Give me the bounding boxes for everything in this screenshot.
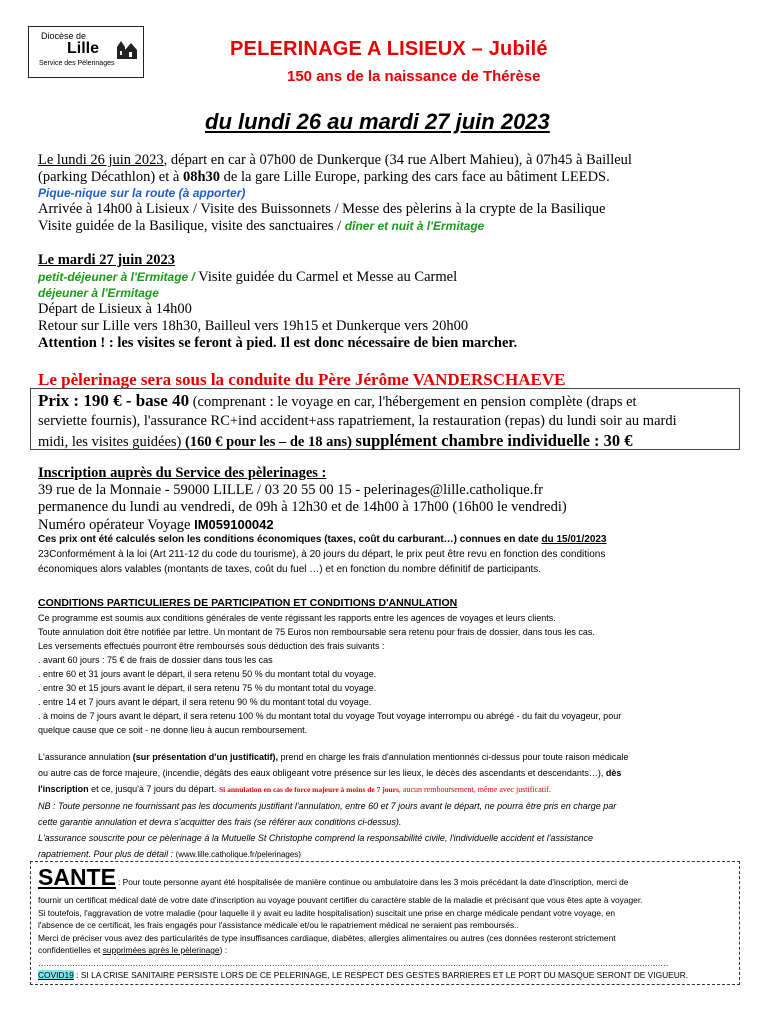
- conditions-line: . avant 60 jours : 75 € de frais de dossier dans tous les cas: [38, 655, 273, 665]
- day2-section: [38, 252, 748, 352]
- day2-lunch: déjeuner à l'Ermitage: [38, 286, 159, 300]
- sante-text6a: confidentielles et: [38, 945, 103, 955]
- assurance-link: (www.lille.catholique.fr/pelerinages): [175, 850, 301, 859]
- trip-dates: du lundi 26 au mardi 27 juin 2023: [205, 109, 550, 134]
- price-under18: (160 € pour les – de 18 ans): [185, 434, 352, 450]
- assurance-text1a: L'assurance annulation: [38, 752, 133, 762]
- page-subtitle: 150 ans de la naissance de Thérèse: [287, 68, 541, 85]
- conditions-line: quelque cause que ce soit - ne donne lieu à aucun remboursement.: [38, 725, 308, 735]
- price-note-date: du 15/01/2023: [541, 534, 607, 545]
- assurance-section: [38, 749, 748, 863]
- assurance-line4: NB : Toute personne ne fournissant pas les documents justifiant l'annulation, entre 60 et 7 jours avant le départ, ne pourra être pris en charge par: [38, 801, 617, 811]
- inscription-hours: permanence du lundi au vendredi, de 09h à 12h30 et de 14h00 à 17h00 (16h00 le vendredi): [38, 499, 567, 515]
- conditions-section: [38, 596, 748, 737]
- operator-number: IM059100042: [194, 517, 274, 532]
- price-line1: [38, 391, 738, 412]
- assurance-text3a: l'inscription: [38, 784, 89, 794]
- conditions-heading: CONDITIONS PARTICULIERES DE PARTICIPATION ET CONDITIONS D'ANNULATION: [38, 597, 458, 609]
- sante-line3: Si toutefois, l'aggravation de votre maladie (pour laquelle il y avait eu ladite hospitalisation) suscitait une prise en charge médicale pendant votre voyage, en: [38, 907, 616, 918]
- day1-section: [38, 152, 748, 235]
- assurance-line3: [38, 781, 748, 798]
- assurance-text1c: prend en charge les frais d'annulation mentionnés ci-dessus pour toute raison médicale: [277, 752, 629, 762]
- conditions-line: Les versements effectués pourront être remboursés sous déduction des frais suivants :: [38, 641, 385, 651]
- conditions-line: . entre 60 et 31 jours avant le départ, il sera retenu 50 % du montant total du voyage.: [38, 669, 377, 679]
- assurance-line6: L'assurance souscrite pour ce pèlerinage à la Mutuelle St Christophe comprend la responsabilité civile, l'individuelle accident et l'assistance: [38, 833, 593, 843]
- logo-line2: Lille: [67, 40, 100, 57]
- day1-text1: , départ en car à 07h00 de Dunkerque (34 rue Albert Mahieu), à 07h45 à Bailleul: [163, 152, 632, 168]
- day1-line1: [38, 152, 748, 169]
- inscription-address: 39 rue de la Monnaie - 59000 LILLE / 03 20 55 00 15 - pelerinages@lille.catholique.fr: [38, 482, 544, 498]
- day2-attention: Attention ! : les visites se feront à pied. Il est donc nécessaire de bien marcher.: [38, 335, 518, 351]
- sante-line6: [38, 944, 743, 957]
- day1-text2c: de la gare Lille Europe, parking des cars face au bâtiment LEEDS.: [220, 169, 610, 185]
- assurance-text2b: dès: [605, 768, 622, 778]
- price-desc1: (comprenant : le voyage en car, l'hébergement en pension complète (draps et: [189, 394, 637, 410]
- price-note-line1: [38, 532, 748, 547]
- price-supplement: supplément chambre individuelle : 30 €: [355, 431, 633, 450]
- assurance-line5: cette garantie annulation et devra s'acquitter des frais (se référer aux conditions ci-dessus).: [38, 817, 402, 827]
- assurance-text2a: ou autre cas de force majeure, (incendie, dégâts des eaux obligeant votre présence sur les lieux, le décès des ascendants et descendants…),: [38, 768, 606, 778]
- assurance-no-refund: , aucun remboursement, même avec justificatif.: [398, 785, 551, 794]
- day2-date: Le mardi 27 juin 2023: [38, 252, 175, 268]
- assurance-text1b: (sur présentation d'un justificatif),: [132, 752, 278, 762]
- day1-line3: Arrivée à 14h00 à Lisieux / Visite des Buissonnets / Messe des pèlerins à la crypte de la Basilique: [38, 201, 606, 217]
- day1-dinner: dîner et nuit à l'Ermitage: [344, 219, 485, 233]
- logo-line1: Diocèse de: [41, 31, 87, 41]
- price-desc2: serviette fournis), l'assurance RC+ind accident+ass rapatriement, la restauration (repas) du lundi soir au mardi: [38, 413, 677, 429]
- price-desc3: midi, les visites guidées): [38, 434, 185, 450]
- logo-line3: Service des Pèlerinages: [39, 60, 115, 67]
- conditions-line: . à moins de 7 jours avant le départ, il sera retenu 100 % du montant total du voyage Tout voyage interrompu ou abrégé - du fait du voyageur, pour: [38, 711, 622, 721]
- day1-date: Le lundi 26 juin 2023: [38, 152, 164, 168]
- price-note-line2: 23Conformément à la loi (Art 211-12 du code du tourisme), à 20 jours du départ, le prix peut être revu en fonction des conditions: [38, 549, 606, 560]
- guide-line: Le pèlerinage sera sous la conduite du Père Jérôme VANDERSCHAEVE: [38, 370, 566, 389]
- inscription-heading: Inscription auprès du Service des pèlerinages :: [38, 465, 327, 481]
- covid-line: [38, 969, 743, 982]
- day1-picnic: Pique-nique sur la route (à apporter): [38, 186, 246, 200]
- conditions-list: [38, 611, 748, 737]
- page-title: PELERINAGE A LISIEUX – Jubilé: [230, 38, 548, 60]
- day1-text2a: (parking Décathlon) et à: [38, 169, 183, 185]
- price-label: Prix : 190 € - base 40: [38, 391, 190, 410]
- day2-line3: Retour sur Lille vers 18h30, Bailleul vers 19h15 et Dunkerque vers 20h00: [38, 318, 469, 334]
- sante-text6c: ) :: [219, 945, 228, 955]
- conditions-line: . entre 14 et 7 jours avant le départ, il sera retenu 90 % du montant total du voyage.: [38, 697, 372, 707]
- price-section: [38, 391, 738, 452]
- day1-line2: [38, 169, 748, 186]
- assurance-line1: [38, 749, 748, 765]
- conditions-line: . entre 30 et 15 jours avant le départ, il sera retenu 75 % du montant total du voyage.: [38, 683, 377, 693]
- price-note-text1: Ces prix ont été calculés selon les conditions économiques (taxes, coût du carburant…) connues en date: [38, 534, 542, 545]
- assurance-force-majeure: Si annulation en cas de force majeure à moins de 7 jours: [218, 785, 399, 794]
- diocese-logo: [28, 26, 144, 78]
- sante-line5: Merci de préciser vous avez des particularités de type insuffisances cardiaque, diabètes, allergies alimentaires ou autres (ces données resteront strictement: [38, 932, 616, 943]
- cathedral-icon: [115, 37, 139, 59]
- day1-line4: [38, 218, 748, 235]
- assurance-line2: [38, 765, 748, 781]
- day2-line2: Départ de Lisieux à 14h00: [38, 301, 192, 317]
- conditions-line: Toute annulation doit être notifiée par lettre. Un montant de 75 Euros non remboursable sera retenu pour frais de dossier, dans tous les cas.: [38, 627, 595, 637]
- sante-body: [38, 894, 743, 982]
- covid-text: : SI LA CRISE SANITAIRE PERSISTE LORS DE CE PELERINAGE, LE RESPECT DES GESTES BARRIERES ET LE PORT DU MASQUE SERONT DE VIGUEUR.: [73, 970, 689, 980]
- sante-line4: l'absence de ce certificat, les frais engagés pour l'assistance médicale et/ou le rapatriement médical ne seraient pas remboursés..: [38, 920, 519, 930]
- price-line3: [38, 431, 738, 452]
- day1-time: 08h30: [182, 169, 221, 185]
- sante-line2: fournir un certificat médical daté de votre date d'inscription au voyage pouvant certifier du caractère stable de la maladie et précisant que vous êtes apte à voyager.: [38, 895, 643, 905]
- price-note-line3: économiques alors valables (montants de taxes, coût du fuel …) et en fonction du nombre définitif de participants.: [38, 564, 542, 575]
- day2-line1: [38, 269, 748, 286]
- sante-text6b: supprimées après le pèlerinage: [102, 945, 220, 955]
- operator-label: Numéro opérateur Voyage: [38, 517, 195, 533]
- inscription-section: [38, 465, 748, 534]
- day2-text1: Visite guidée du Carmel et Messe au Carmel: [194, 269, 458, 285]
- conditions-line: Ce programme est soumis aux conditions générales de vente régissant les rapports entre les agences de voyages et leurs clients.: [38, 613, 556, 623]
- sante-dots: ……………………………………………………………………………………………………………………………………………………………………………………………………………………: [38, 957, 668, 968]
- sante-line1: : Pour toute personne ayant été hospitalisée de manière continue ou ambulatoire dans les 3 mois précédant la date d'inscription, merci de: [118, 877, 629, 887]
- covid-label: COVID19: [38, 970, 74, 980]
- day2-breakfast: petit-déjeuner à l'Ermitage /: [38, 270, 195, 284]
- assurance-text3b: et ce, jusqu'à 7 jours du départ.: [88, 784, 219, 794]
- sante-heading: SANTE: [38, 864, 116, 890]
- assurance-text7a: rapatriement. Pour plus de détail :: [38, 849, 176, 859]
- price-note: [38, 532, 748, 577]
- day1-text4: Visite guidée de la Basilique, visite des sanctuaires /: [38, 218, 345, 234]
